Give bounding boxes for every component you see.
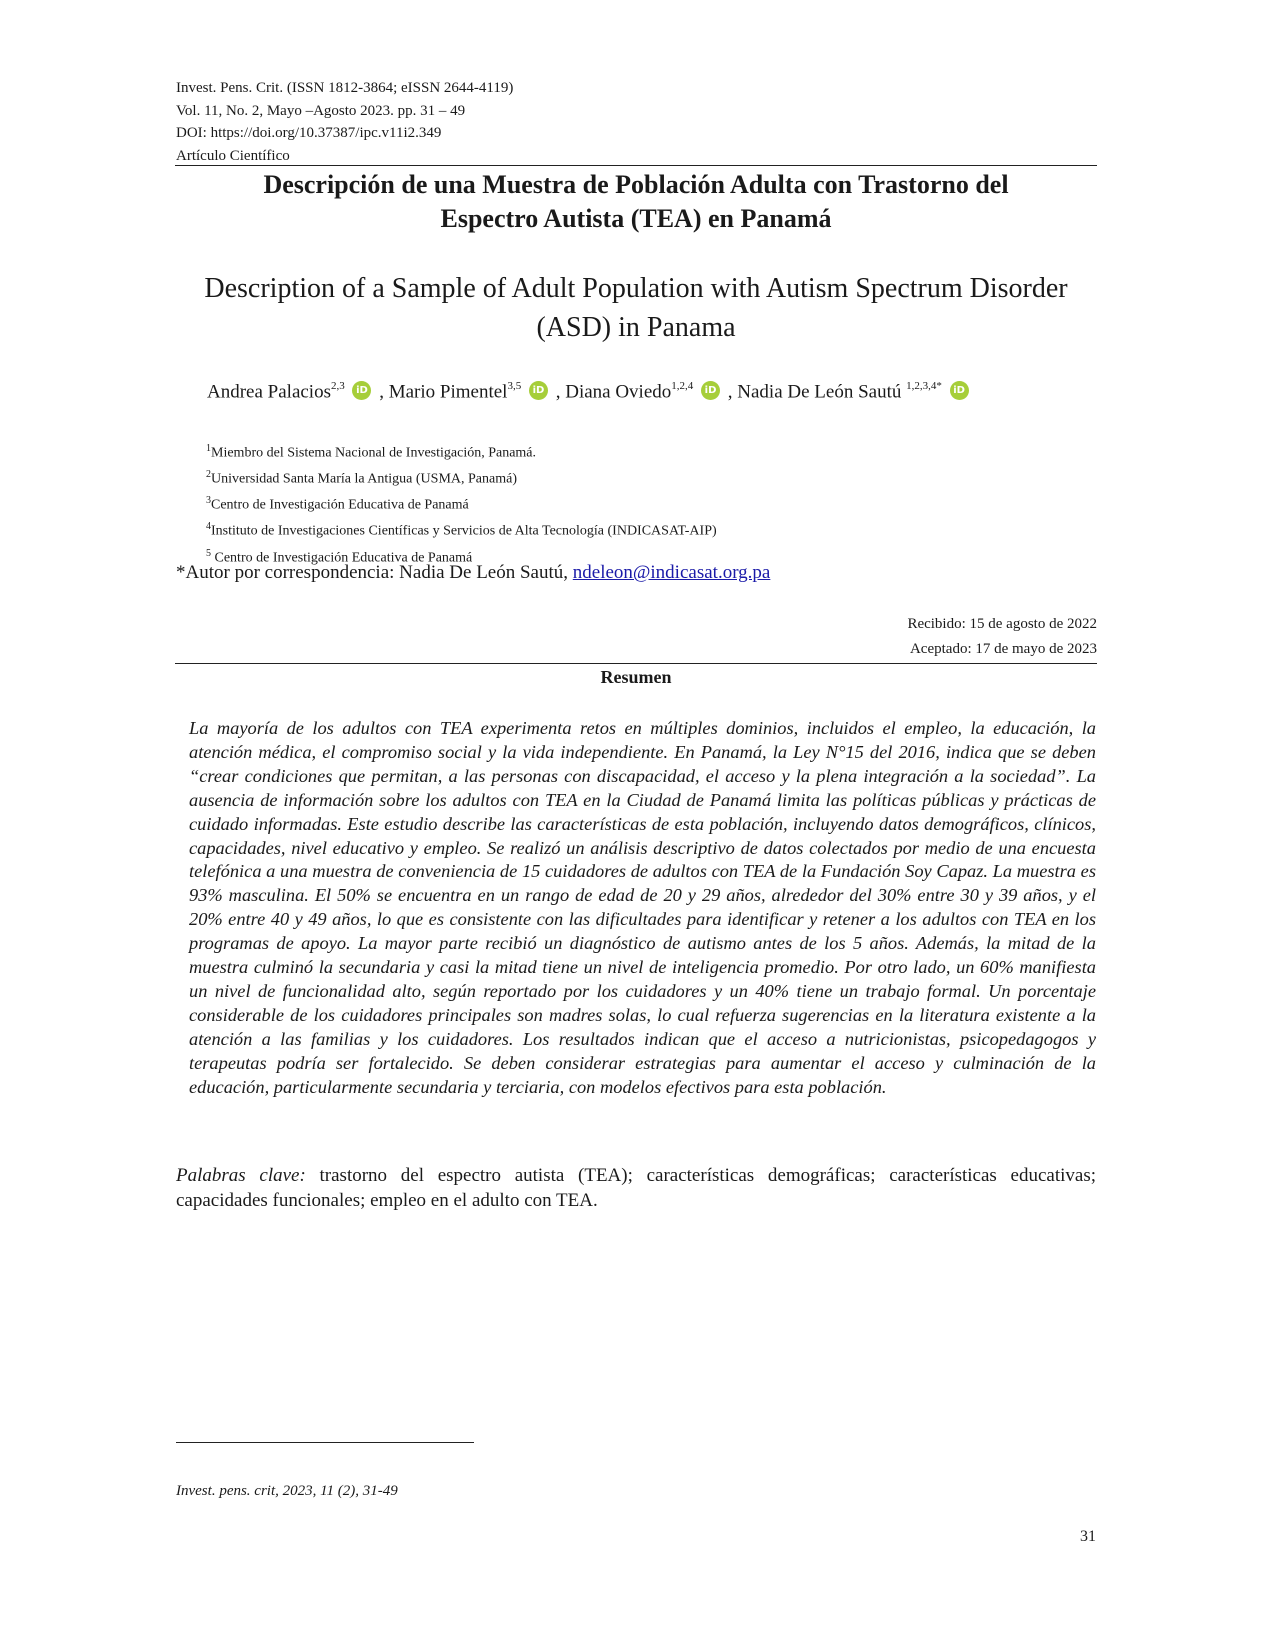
affiliation-text: Miembro del Sistema Nacional de Investigación, Panamá.: [211, 445, 537, 461]
author-affiliation-marks: 1,2,3,4*: [906, 380, 942, 392]
author-separator: ,: [550, 381, 566, 403]
affiliation-item: [206, 516, 717, 542]
orcid-icon[interactable]: iD: [701, 381, 720, 400]
author-affiliation-marks: 2,3: [330, 380, 345, 392]
author-separator: ,: [723, 381, 738, 403]
footnote-rule: [176, 1442, 474, 1443]
header-rule: [175, 165, 1097, 166]
title-spanish-line2: Espectro Autista (TEA) en Panamá: [440, 204, 832, 233]
article-type: Artículo Científico: [176, 147, 290, 164]
affiliation-text: Instituto de Investigaciones Científicas y Servicios de Alta Tecnología (INDICASAT-AIP): [211, 524, 717, 540]
author-affiliation-marks: 1,2,4: [671, 380, 694, 392]
keywords-label: Palabras clave:: [176, 1165, 306, 1186]
orcid-icon[interactable]: iD: [352, 381, 371, 400]
affiliation-number: 1: [206, 443, 211, 454]
affiliation-text: Centro de Investigación Educativa de Panamá: [211, 550, 473, 566]
author-separator: ,: [374, 381, 389, 403]
affiliation-number: 5: [206, 547, 211, 559]
article-dates: [907, 612, 1097, 662]
author-list: [207, 381, 972, 403]
affiliation-text: Universidad Santa María la Antigua (USMA, Panamá): [211, 471, 517, 487]
journal-header: [176, 77, 513, 167]
journal-issn: Invest. Pens. Crit. (ISSN 1812-3864; eISSN 2644-4119): [176, 80, 514, 96]
accepted-date: Aceptado: 17 de mayo de 2023: [909, 641, 1097, 657]
correspondence-line: [176, 562, 770, 584]
author-name: Mario Pimentel: [388, 381, 508, 403]
author-affiliation-marks: 3,5: [507, 380, 522, 392]
affiliation-number: 2: [206, 469, 211, 481]
title-spanish: [176, 168, 1096, 236]
abstract-body: La mayoría de los adultos con TEA experimenta retos en múltiples dominios, incluidos el empleo, la educación, la atención médica, el compromiso social y la vida independiente. En Panamá, la Ley N°15 del 2016, indica que se deben “crear condiciones que permitan, a las personas con discapacidad, el acceso y la plena integración a la sociedad”. La ausencia de información sobre los adultos con TEA en la Ciudad de Panamá limita las políticas públicas y prácticas de cuidado informadas. Este estudio describe las características de esta población, incluyendo datos demográficos, clínicos, capacidades, nivel educativo y empleo. Se realizó un análisis descriptivo de datos colectados por medio de una encuesta telefónica a una muestra de conveniencia de 15 cuidadores de adultos con TEA de la Fundación Soy Capaz. La muestra es 93% masculina. El 50% se encuentra en un rango de edad de 20 y 29 años, alrededor del 30% entre 30 y 39 años, y el 20% entre 40 y 49 años, lo que es consistente con las dificultades para identificar y retener a los adultos con TEA en los programas de apoyo. La mayor parte recibió un diagnóstico de autismo antes de los 5 años. Además, la mitad de la muestra culminó la secundaria y casi la mitad tiene un nivel de inteligencia promedio. Por otro lado, un 60% manifiesta un nivel de funcionalidad alto, según reportado por los cuidadores y un 40% tiene un trabajo formal. Un porcentaje considerable de los cuidadores principales son madres solas, lo cual refuerza sugerencias en la literatura existente a la atención a las familias y los cuidadores. Los resultados indican que el acceso a nutricionistas, psicopedagogos y terapeutas podría ser fortalecido. Se deben considerar estrategias para aumentar el acceso y culminación de la educación, particularmente secundaria y terciaria, con modelos efectivos para esta población.: [189, 718, 1096, 1097]
title-english: [176, 269, 1096, 347]
affiliation-number: 3: [206, 495, 211, 507]
affiliation-text: Centro de Investigación Educativa de Panamá: [211, 497, 469, 513]
affiliation-number: 4: [206, 521, 211, 533]
received-date: Recibido: 15 de agosto de 2022: [907, 616, 1097, 632]
journal-volume: Vol. 11, No. 2, Mayo –Agosto 2023. pp. 31 – 49: [176, 102, 466, 119]
author-name: Nadia De León Sautú: [737, 381, 902, 403]
title-english-line2: (ASD) in Panama: [536, 312, 736, 343]
author-name: Andrea Palacios: [207, 381, 331, 403]
affiliation-item: [206, 490, 717, 516]
affiliation-list: [206, 438, 717, 569]
footer-citation: Invest. pens. crit, 2023, 11 (2), 31-49: [176, 1483, 398, 1499]
correspondence-label: *Autor por correspondencia: Nadia De León Sautú,: [176, 562, 573, 583]
page-number: 31: [1080, 1528, 1096, 1545]
abstract-heading: Resumen: [600, 667, 672, 687]
journal-doi: DOI: https://doi.org/10.37387/ipc.v11i2.349: [176, 125, 442, 141]
affiliation-item: [206, 438, 717, 464]
affiliation-item: [206, 464, 717, 490]
author-name: Diana Oviedo: [565, 381, 672, 403]
keywords: [176, 1163, 1096, 1213]
keywords-text: trastorno del espectro autista (TEA); características demográficas; características educativas; capacidades funcionales; empleo en el adulto con TEA.: [176, 1165, 1096, 1211]
title-spanish-line1: Descripción de una Muestra de Población Adulta con Trastorno del: [263, 170, 1009, 199]
orcid-icon[interactable]: iD: [950, 381, 969, 400]
correspondence-email-link[interactable]: ndeleon@indicasat.org.pa: [572, 562, 771, 583]
title-english-line1: Description of a Sample of Adult Population with Autism Spectrum Disorder: [204, 273, 1068, 304]
orcid-icon[interactable]: iD: [529, 381, 548, 400]
